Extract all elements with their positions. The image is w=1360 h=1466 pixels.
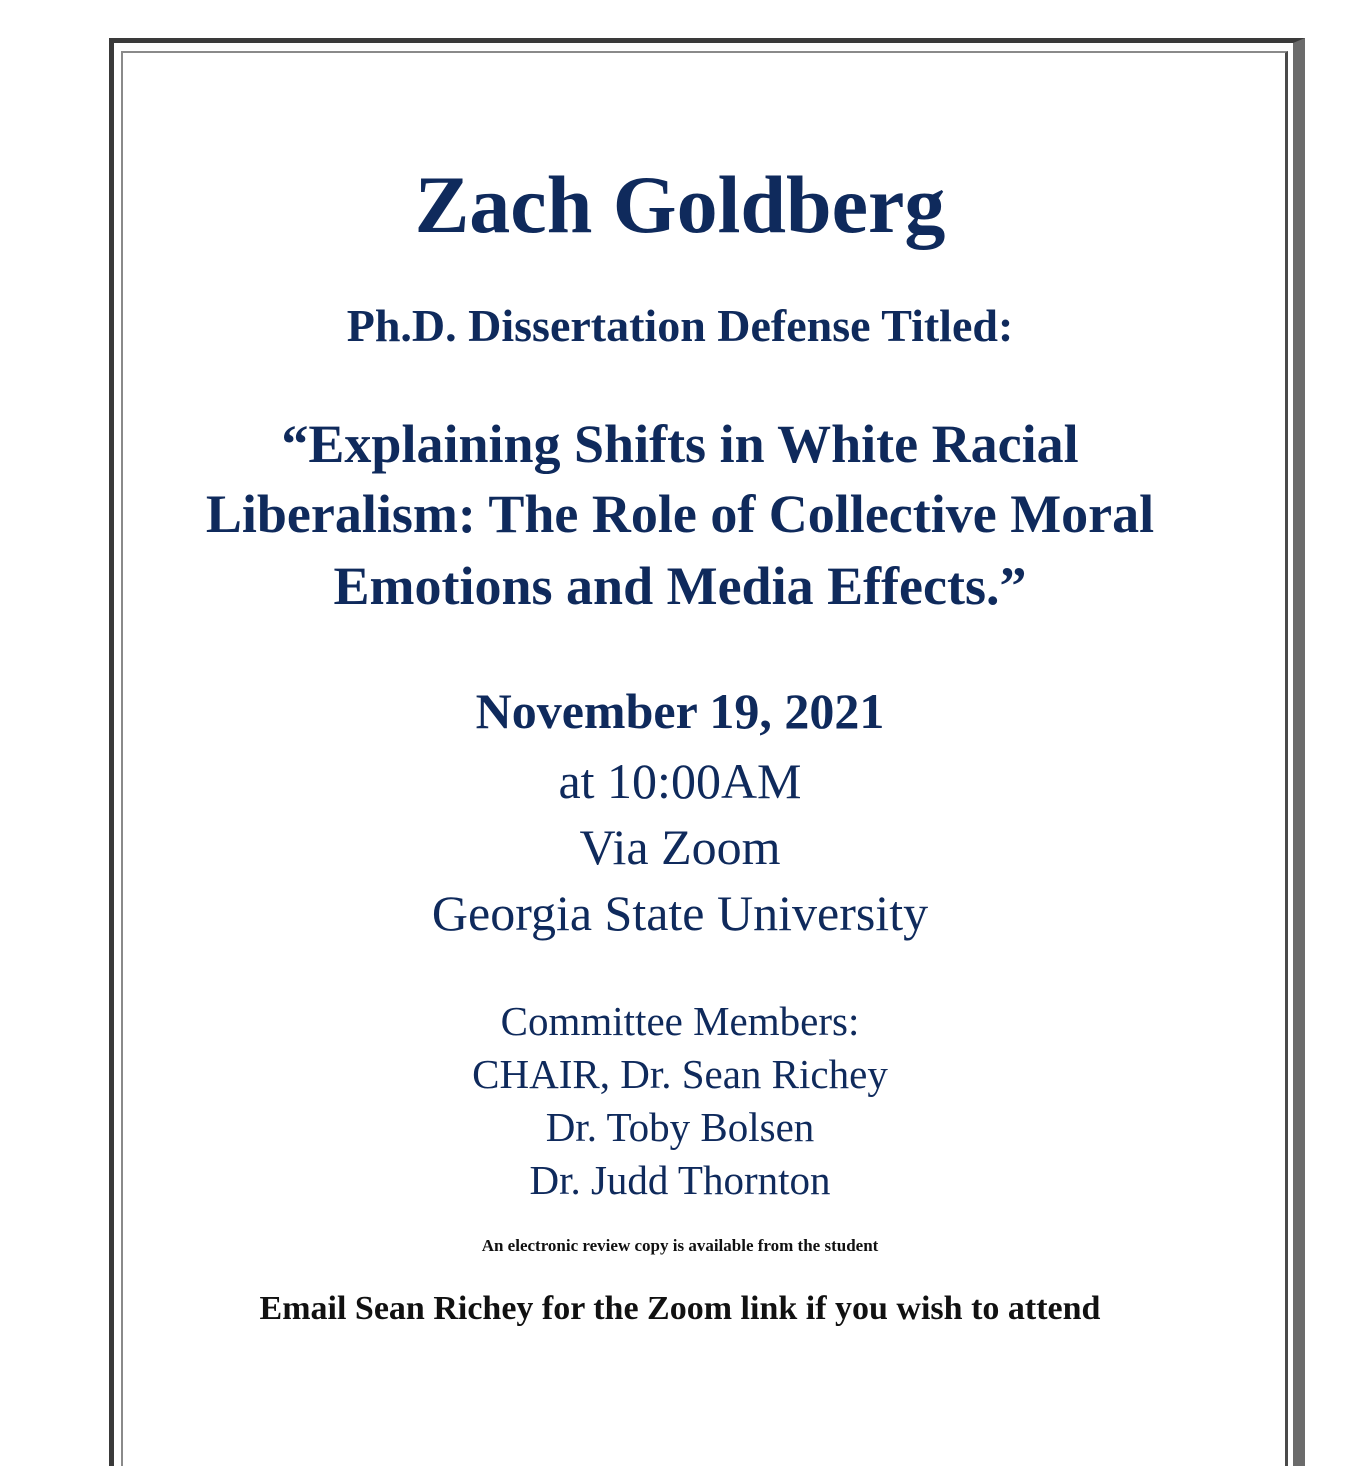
dissertation-title-line: Liberalism: The Role of Collective Moral <box>205 484 1155 544</box>
event-location: Via Zoom <box>579 819 781 875</box>
dissertation-title-line: Emotions and Media Effects.” <box>333 556 1027 616</box>
review-copy-note: An electronic review copy is available from the student <box>481 1236 879 1255</box>
zoom-email-note: Email Sean Richey for the Zoom link if you wish to attend <box>259 1290 1101 1327</box>
event-institution: Georgia State University <box>431 885 929 941</box>
committee-member: Dr. Toby Bolsen <box>545 1104 815 1150</box>
presenter-name: Zach Goldberg <box>414 159 946 250</box>
committee-member: CHAIR, Dr. Sean Richey <box>472 1051 888 1097</box>
committee-heading: Committee Members: <box>500 998 860 1044</box>
dissertation-title-line: “Explaining Shifts in White Racial <box>281 414 1079 474</box>
committee-member: Dr. Judd Thornton <box>529 1157 831 1203</box>
event-time: at 10:00AM <box>558 753 802 809</box>
event-date: November 19, 2021 <box>475 683 885 739</box>
event-subtitle: Ph.D. Dissertation Defense Titled: <box>346 300 1014 351</box>
